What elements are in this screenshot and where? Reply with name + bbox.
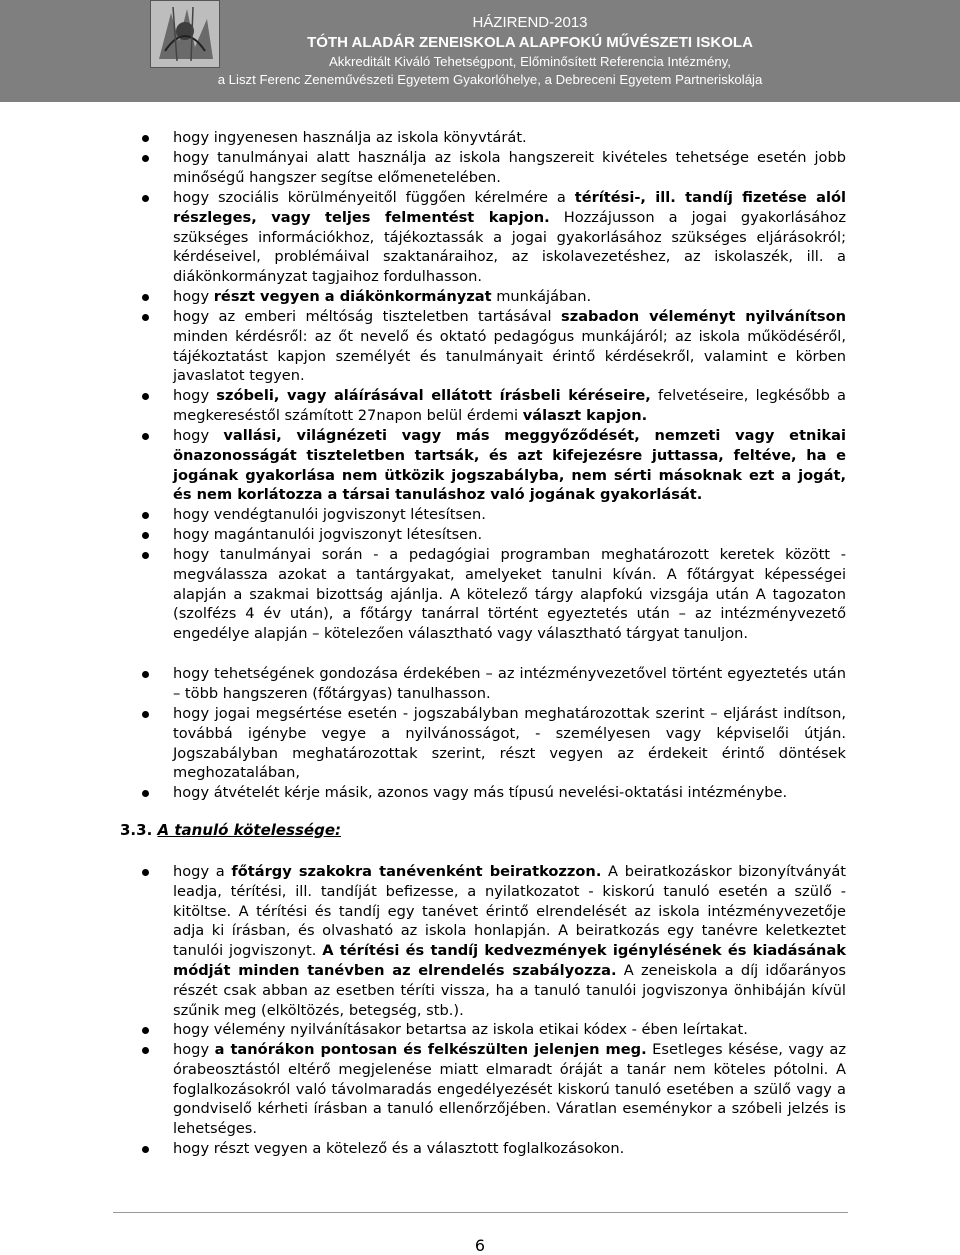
school-logo	[150, 0, 220, 68]
bullet	[142, 671, 149, 678]
list-item	[173, 862, 846, 1020]
text-run: minden kérdésről: az őt nevelő és oktató pedagógus munkájáról; az iskola működéséről, tájékoztatást kapjon személyét és tanulmányait érintő kérdésekről, valamint e körben javaslatot tegyen.	[173, 327, 846, 385]
list-item	[173, 704, 846, 783]
text-run: hogy	[173, 288, 214, 305]
bullet	[142, 294, 149, 301]
text-run: hogy jogai megsértése esetén - jogszabályban meghatározottak szerint – eljárást indítson, továbbá igénybe vegye a nyilvánosságot, - személyesen vagy képviselői útján. Jogszabályban meghatározottak szerint, részt vegyen az érdekeit érintő döntések meghozatalában,	[173, 705, 846, 782]
emphasized-text: a tanórákon pontosan és felkészülten jelenjen meg.	[214, 1041, 647, 1058]
page-number: 6	[474, 1236, 486, 1255]
bullet	[142, 532, 149, 539]
list-item	[173, 1139, 846, 1159]
text-run: hogy szociális körülményeitől függően kérelmére a	[173, 189, 575, 206]
text-run: hogy az emberi méltóság tiszteletben tartásával	[173, 308, 562, 325]
list-item	[173, 664, 846, 704]
list-item	[173, 545, 846, 644]
text-run: Hozzájusson a jogai gyakorlásához szükséges információkhoz, tájékoztassák a jogai gyakorlásához szükséges eljárásokról; kérdéseivel, problémáival szaktanáraihoz, az iskolavezetéshez, az iskolaszék, ill. a diákönkormányzat tagjaihoz fordulhasson.	[173, 208, 846, 286]
bullet	[142, 393, 149, 400]
emphasized-text: részt vegyen a diákönkormányzat	[213, 288, 492, 305]
list-item	[173, 505, 846, 525]
bullet	[142, 314, 149, 321]
text-run: Esetleges késése, vagy az órabeosztástól eltérő megjelenése miatt elmaradt óráját a tanár nem köteles pótolni. A foglalkozásokról való távolmaradás engedélyezését kiskorú tanuló esetében a szülő vagy a gondviselő kérheti írásban a tanuló ellenőrzőjében. Váratlan eseménykor a szóbeli jelzés is lehetséges.	[173, 1041, 847, 1138]
bullet	[142, 869, 149, 876]
emphasized-text: szóbeli, vagy aláírásával ellátott írásbeli kéréseire,	[216, 387, 651, 404]
text-run: hogy vendégtanulói jogviszonyt létesítsen.	[173, 506, 486, 523]
text-run: hogy tehetségének gondozása érdekében – az intézményvezetővel történt egyeztetés után – több hangszeren (főtárgyas) tanulhasson.	[173, 665, 846, 702]
bullet	[142, 1146, 149, 1153]
section-title: A tanuló kötelessége:	[157, 821, 342, 839]
list-item	[173, 783, 846, 803]
bullet	[142, 711, 149, 718]
list-item	[173, 307, 846, 386]
text-run: hogy	[173, 427, 224, 444]
header-school-name: TÓTH ALADÁR ZENEISKOLA ALAPFOKÚ MŰVÉSZETI ISKOLA	[307, 34, 753, 51]
emphasized-text: térítési-, ill. tandíj fizetése alól részleges, vagy teljes felmentést kapjon.	[173, 189, 846, 226]
text-run: hogy részt vegyen a kötelező és a választott foglalkozásokon.	[173, 1140, 625, 1157]
section-number: 3.3.	[120, 821, 153, 839]
header-document-title: HÁZIREND-2013	[472, 14, 588, 31]
emphasized-text: szabadon véleményt nyilvánítson	[561, 308, 846, 325]
list-item	[173, 525, 846, 545]
text-run: hogy vélemény nyilvánításakor betartsa az iskola etikai kódex - ében leírtakat.	[173, 1021, 748, 1038]
bullet	[142, 552, 149, 559]
header-partnerships: a Liszt Ferenc Zeneművészeti Egyetem Gyakorlóhelye, a Debreceni Egyetem Partneriskolája	[217, 72, 763, 87]
text-run: hogy tanulmányai alatt használja az iskola hangszereit kivételes tehetsége esetén jobb minőségű hangszer segítse előmenetelében.	[173, 149, 846, 186]
list-item	[173, 1040, 846, 1139]
emphasized-text: A térítési és tandíj kedvezmények igénylésének és kiadásának módját minden tanévben az elrendelés szabályozza.	[173, 942, 847, 979]
bullet	[142, 790, 149, 797]
text-run: hogy magántanulói jogviszonyt létesítsen.	[173, 526, 483, 543]
text-run: A zeneiskola a díj időarányos részét csak abban az esetben téríti vissza, ha a tanuló tanulói jogviszonya önhibáján kívül szűnik meg (elköltözés, betegség, stb.).	[173, 961, 846, 1019]
emphasized-text: főtárgy szakokra tanévenként beiratkozzon.	[231, 863, 602, 880]
emphasized-text: választ kapjon.	[522, 406, 648, 424]
text-run: A beiratkozáskor bizonyítványát leadja, térítési, ill. tandíját befizesse, a nyilatkozatot - kiskorú tanuló esetén a szülő - kitöltse. A térítési és tandíj egy tanévet érintő elrendelését az iskola intézményvezetője adja ki írásban, és olvasható az iskola honlapján. A beiratkozás egy tanévre keletkeztet tanulói jogviszonyt.	[173, 863, 846, 960]
bullet	[142, 135, 149, 142]
list-item	[173, 426, 846, 505]
bullet	[142, 155, 149, 162]
text-run: felvetéseire, legkésőbb a megkereséstől számított 27napon belül érdemi	[173, 387, 847, 424]
bullet	[142, 195, 149, 202]
bullet	[142, 512, 149, 519]
section-heading	[120, 821, 341, 839]
list-item	[173, 386, 846, 426]
bullet	[142, 433, 149, 440]
emphasized-text: vallási, világnézeti vagy más meggyőződését, nemzeti vagy etnikai önazonosságát tiszteletben tartsák, és azt kifejezésre juttassa, feltéve, ha e jogának gyakorlása nem ütközik jogszabályba, nem sérti másoknak ezt a jogát, és nem korlátozza a társai tanuláshoz való jogának gyakorlását.	[173, 427, 846, 504]
text-run: hogy tanulmányai során - a pedagógiai programban meghatározott keretek között - megválassza azokat a tantárgyakat, amelyeket tanulni kíván. A főtárgyat képességei alapján a szakmai bizottság ajánlja. A kötelező tárgy alapfokú vizsgája után A tagozaton (szolfézs 4 év után), a főtárgy tanárral történt egyeztetés után – az intézményvezető engedélye alapján – kötelezően választható vagy választható tárgyat tanuljon.	[173, 546, 846, 643]
list-item	[173, 287, 846, 307]
text-run: hogy	[173, 1041, 215, 1058]
bullet	[142, 1047, 149, 1054]
footer-divider	[113, 1212, 848, 1213]
page-header	[0, 0, 960, 102]
bullet	[142, 1027, 149, 1034]
text-run: hogy ingyenesen használja az iskola könyvtárát.	[173, 129, 527, 146]
text-run: hogy	[173, 387, 217, 404]
text-run: munkájában.	[491, 288, 592, 305]
list-item	[173, 128, 846, 148]
header-accreditation: Akkreditált Kiváló Tehetségpont, Előminősített Referencia Intézmény,	[329, 54, 731, 69]
list-item	[173, 1020, 846, 1040]
text-run: hogy a	[173, 863, 232, 880]
list-item	[173, 148, 846, 188]
text-run: hogy átvételét kérje másik, azonos vagy más típusú nevelési-oktatási intézménybe.	[173, 784, 788, 801]
list-item	[173, 188, 846, 287]
